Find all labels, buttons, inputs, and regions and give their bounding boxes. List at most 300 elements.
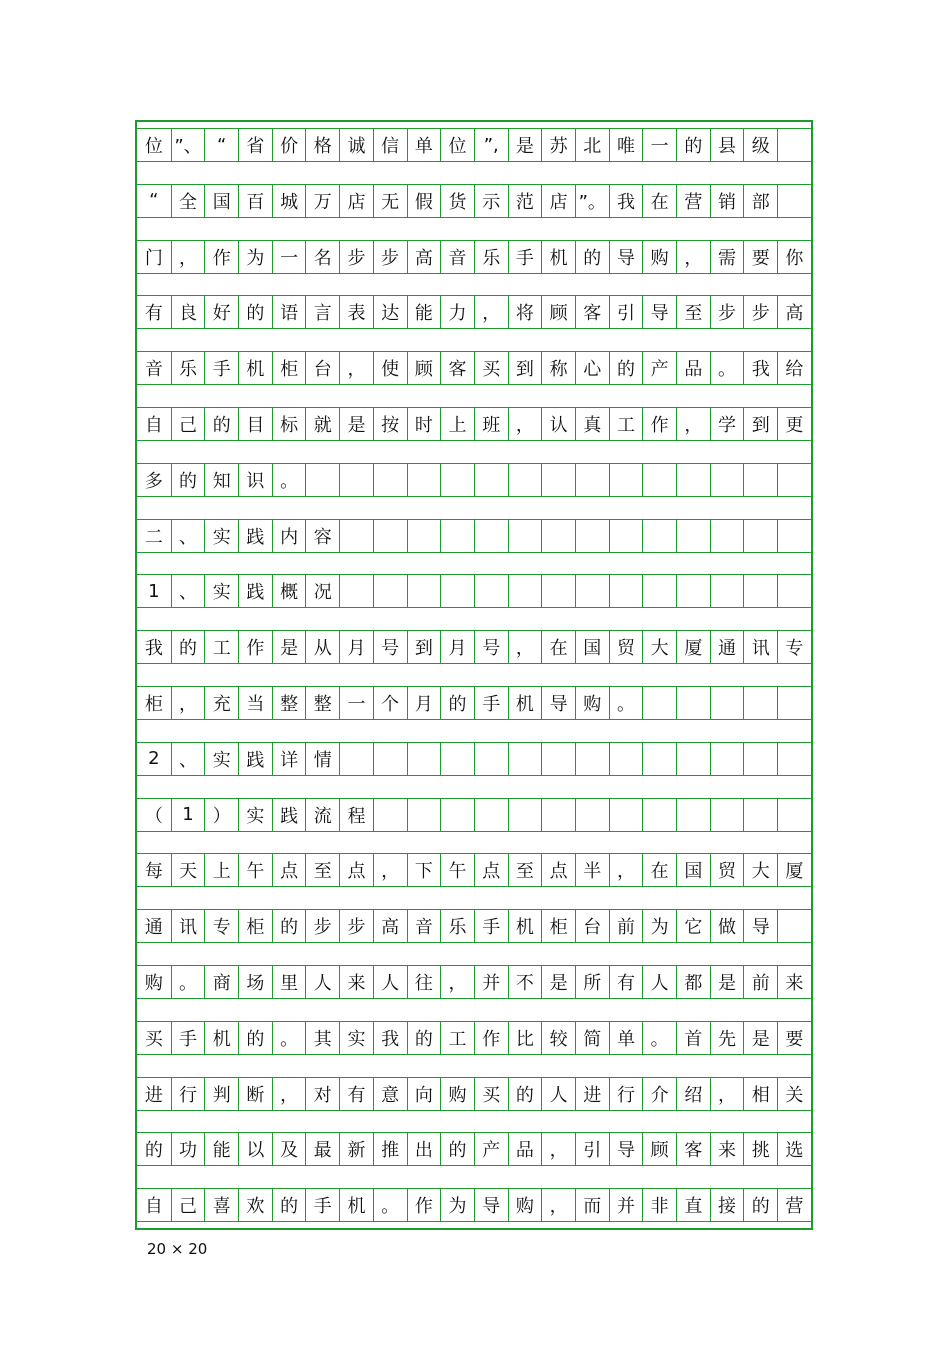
grid-cell	[508, 464, 542, 496]
grid-cell: “	[149, 190, 159, 212]
grid-cell: 及	[272, 1133, 306, 1165]
grid-cell: 、	[171, 520, 205, 552]
grid-cell: 机	[204, 1022, 238, 1054]
grid-cell: 的	[609, 352, 643, 384]
grid-cell: 我	[144, 638, 163, 660]
grid-cell	[642, 799, 676, 831]
grid-cell: 的	[144, 1140, 163, 1162]
grid-row	[137, 295, 811, 329]
grid-cell: 做	[710, 910, 744, 942]
grid-cell	[777, 910, 811, 942]
grid-row	[137, 909, 811, 943]
grid-cell: 音	[144, 359, 163, 381]
grid-cell: 引	[609, 296, 643, 328]
grid-row	[137, 1077, 811, 1111]
grid-cell: 来	[777, 966, 811, 998]
grid-row	[137, 519, 811, 553]
grid-cell: 为	[440, 1189, 474, 1221]
grid-cell	[339, 575, 373, 607]
grid-cell	[743, 575, 777, 607]
grid-cell: 就	[305, 408, 339, 440]
grid-cell: 个	[373, 687, 407, 719]
grid-cell: 高	[777, 296, 811, 328]
grid-cell: 。	[609, 687, 643, 719]
grid-cell: ，	[440, 966, 474, 998]
grid-cell	[710, 575, 744, 607]
grid-cell	[642, 520, 676, 552]
grid-cell: 前	[609, 910, 643, 942]
grid-cell	[609, 799, 643, 831]
grid-cell: 通	[710, 631, 744, 663]
grid-cell: 机	[238, 352, 272, 384]
grid-cell: 产	[474, 1133, 508, 1165]
grid-cell: 识	[238, 464, 272, 496]
grid-cell: 高	[407, 241, 441, 273]
grid-cell: 多	[144, 470, 163, 492]
grid-cell: 的	[743, 1189, 777, 1221]
grid-cell: 的	[407, 1022, 441, 1054]
grid-cell: 省	[238, 129, 272, 161]
grid-cell: 午	[440, 854, 474, 886]
grid-cell: 更	[777, 408, 811, 440]
grid-cell: 价	[272, 129, 306, 161]
grid-cell: 自	[144, 415, 163, 436]
grid-cell: 意	[373, 1078, 407, 1110]
grid-cell: ，	[373, 854, 407, 886]
grid-cell	[508, 743, 542, 775]
grid-cell: 行	[171, 1078, 205, 1110]
grid-cell: ）	[204, 799, 238, 831]
grid-cell	[777, 520, 811, 552]
grid-cell	[508, 575, 542, 607]
grid-cell: 人	[373, 966, 407, 998]
grid-cell: 国	[204, 185, 238, 217]
grid-cell: 比	[508, 1022, 542, 1054]
grid-cell: 表	[339, 296, 373, 328]
grid-cell: 购	[508, 1189, 542, 1221]
grid-cell: 作	[642, 408, 676, 440]
grid-cell	[541, 520, 575, 552]
grid-cell: 顾	[642, 1133, 676, 1165]
grid-cell: 人	[642, 966, 676, 998]
grid-cell: 引	[575, 1133, 609, 1165]
grid-row	[137, 574, 811, 608]
grid-cell: 客	[575, 296, 609, 328]
grid-cell	[575, 743, 609, 775]
grid-cell: 人	[305, 966, 339, 998]
grid-cell: 无	[373, 185, 407, 217]
grid-cell: 时	[407, 408, 441, 440]
grid-cell	[407, 520, 441, 552]
grid-cell: 来	[710, 1133, 744, 1165]
grid-cell: 台	[305, 352, 339, 384]
grid-cell: ，	[541, 1189, 575, 1221]
grid-cell	[743, 520, 777, 552]
grid-cell: 的	[272, 910, 306, 942]
grid-cell: 店	[339, 185, 373, 217]
grid-row	[137, 1188, 811, 1222]
grid-cell: 店	[541, 185, 575, 217]
grid-cell: 机	[541, 241, 575, 273]
grid-cell: 的	[508, 1078, 542, 1110]
grid-cell	[609, 743, 643, 775]
grid-cell	[710, 743, 744, 775]
grid-cell	[575, 520, 609, 552]
grid-cell: 手	[474, 910, 508, 942]
grid-cell: 到	[508, 352, 542, 384]
grid-cell	[777, 743, 811, 775]
grid-cell: 出	[407, 1133, 441, 1165]
grid-cell: 好	[204, 296, 238, 328]
grid-cell: 的	[575, 241, 609, 273]
grid-cell	[474, 799, 508, 831]
grid-cell: 整	[305, 687, 339, 719]
grid-cell: 柜	[272, 352, 306, 384]
grid-cell: 买	[144, 1028, 163, 1050]
grid-cell	[777, 799, 811, 831]
grid-cell: ，	[541, 1133, 575, 1165]
grid-cell: 位	[440, 129, 474, 161]
grid-cell	[541, 464, 575, 496]
grid-cell: 我	[743, 352, 777, 384]
grid-cell: 购	[575, 687, 609, 719]
grid-cell: （	[144, 805, 163, 827]
grid-cell: 的	[171, 631, 205, 663]
grid-cell: 导	[642, 296, 676, 328]
grid-cell: 机	[508, 687, 542, 719]
grid-cell: 从	[305, 631, 339, 663]
grid-cell: 进	[144, 1084, 163, 1106]
grid-cell: 、	[171, 743, 205, 775]
grid-cell	[642, 575, 676, 607]
grid-cell	[642, 464, 676, 496]
grid-cell: 步	[373, 241, 407, 273]
grid-cell: 唯	[609, 129, 643, 161]
grid-cell: 关	[777, 1078, 811, 1110]
grid-cell: 学	[710, 408, 744, 440]
grid-cell: 月	[407, 687, 441, 719]
grid-cell: 并	[474, 966, 508, 998]
grid-cell: “	[204, 129, 238, 161]
grid-cell: ，	[710, 1078, 744, 1110]
grid-cell: 有	[609, 966, 643, 998]
grid-cell: 实	[204, 743, 238, 775]
grid-cell: 诚	[339, 129, 373, 161]
grid-cell: 点	[339, 854, 373, 886]
grid-cell: 国	[676, 854, 710, 886]
grid-cell: 品	[676, 352, 710, 384]
grid-cell: 月	[440, 631, 474, 663]
grid-row	[137, 1132, 811, 1166]
grid-cell	[743, 799, 777, 831]
grid-cell: 介	[642, 1078, 676, 1110]
grid-cell: ，	[508, 631, 542, 663]
grid-cell: 销	[710, 185, 744, 217]
grid-cell	[541, 575, 575, 607]
grid-cell: 在	[642, 185, 676, 217]
grid-cell: 北	[575, 129, 609, 161]
grid-cell: 午	[238, 854, 272, 886]
grid-cell	[474, 575, 508, 607]
grid-cell: 百	[238, 185, 272, 217]
grid-cell: 导	[474, 1189, 508, 1221]
grid-cell: 到	[743, 408, 777, 440]
grid-cell	[541, 743, 575, 775]
grid-cell: 作	[204, 241, 238, 273]
grid-cell: 充	[204, 687, 238, 719]
grid-cell	[474, 464, 508, 496]
grid-cell	[710, 687, 744, 719]
grid-cell: 能	[204, 1133, 238, 1165]
grid-cell: 进	[575, 1078, 609, 1110]
grid-cell	[339, 743, 373, 775]
grid-cell: 践	[238, 520, 272, 552]
grid-cell: 产	[642, 352, 676, 384]
grid-cell: 上	[204, 854, 238, 886]
grid-cell: 上	[440, 408, 474, 440]
grid-cell: 整	[272, 687, 306, 719]
grid-cell	[373, 520, 407, 552]
grid-cell: 范	[508, 185, 542, 217]
grid-row	[137, 798, 811, 832]
grid-cell: 音	[440, 241, 474, 273]
grid-cell: 心	[575, 352, 609, 384]
grid-cell: 导	[609, 241, 643, 273]
grid-cell: 其	[305, 1022, 339, 1054]
grid-cell: 语	[272, 296, 306, 328]
grid-cell: 货	[440, 185, 474, 217]
grid-cell	[508, 799, 542, 831]
grid-cell	[339, 520, 373, 552]
grid-cell: ，	[171, 687, 205, 719]
grid-cell: 实	[204, 520, 238, 552]
grid-cell: 目	[238, 408, 272, 440]
grid-cell: 高	[373, 910, 407, 942]
grid-cell: 称	[541, 352, 575, 384]
grid-cell: 县	[710, 129, 744, 161]
grid-cell: 全	[171, 185, 205, 217]
grid-cell: 国	[575, 631, 609, 663]
grid-cell: 是	[710, 966, 744, 998]
grid-row	[137, 351, 811, 385]
grid-cell: 至	[305, 854, 339, 886]
grid-cell	[609, 575, 643, 607]
grid-cell: 顾	[541, 296, 575, 328]
grid-cell: 新	[339, 1133, 373, 1165]
grid-cell: 1	[171, 799, 205, 831]
grid-cell: 标	[272, 408, 306, 440]
grid-cell	[777, 185, 811, 217]
grid-cell: 按	[373, 408, 407, 440]
grid-cell: ，	[272, 1078, 306, 1110]
grid-cell	[407, 464, 441, 496]
grid-cell	[407, 799, 441, 831]
grid-cell	[373, 743, 407, 775]
grid-cell: 手	[204, 352, 238, 384]
grid-cell: ，	[676, 241, 710, 273]
grid-cell: 要	[743, 241, 777, 273]
grid-cell: 有	[339, 1078, 373, 1110]
grid-cell: 断	[238, 1078, 272, 1110]
grid-cell: 品	[508, 1133, 542, 1165]
grid-row	[137, 965, 811, 999]
grid-cell: 假	[407, 185, 441, 217]
grid-cell: 点	[474, 854, 508, 886]
grid-cell: 至	[676, 296, 710, 328]
grid-cell: 一	[339, 687, 373, 719]
grid-cell: 概	[272, 575, 306, 607]
grid-cell	[339, 464, 373, 496]
grid-cell: 通	[144, 917, 163, 939]
grid-cell: 绍	[676, 1078, 710, 1110]
grid-cell: 践	[272, 799, 306, 831]
grid-cell: 步	[339, 241, 373, 273]
grid-cell: 是	[339, 408, 373, 440]
grid-cell: 况	[305, 575, 339, 607]
grid-row	[137, 463, 811, 497]
grid-cell: 一	[272, 241, 306, 273]
grid-cell: 到	[407, 631, 441, 663]
grid-cell: 接	[710, 1189, 744, 1221]
grid-cell: 信	[373, 129, 407, 161]
grid-cell	[676, 743, 710, 775]
grid-cell	[407, 743, 441, 775]
grid-cell: 买	[474, 1078, 508, 1110]
grid-cell: 认	[541, 408, 575, 440]
grid-cell: 行	[609, 1078, 643, 1110]
grid-cell: 来	[339, 966, 373, 998]
grid-cell: 购	[440, 1078, 474, 1110]
grid-cell	[474, 520, 508, 552]
grid-cell: 工	[609, 408, 643, 440]
grid-cell: 班	[474, 408, 508, 440]
grid-cell: 单	[407, 129, 441, 161]
grid-cell: 的	[440, 1133, 474, 1165]
grid-cell: 真	[575, 408, 609, 440]
grid-cell: 门	[144, 247, 163, 269]
grid-cell: 部	[743, 185, 777, 217]
grid-cell: 2	[148, 748, 160, 770]
grid-cell: 级	[743, 129, 777, 161]
grid-cell	[373, 464, 407, 496]
grid-cell: 我	[609, 185, 643, 217]
grid-cell: 良	[171, 296, 205, 328]
grid-cell: 手	[305, 1189, 339, 1221]
grid-cell: 每	[144, 861, 163, 883]
grid-cell: ，	[609, 854, 643, 886]
grid-cell: 柜	[541, 910, 575, 942]
grid-cell: 前	[743, 966, 777, 998]
grid-cell: 你	[777, 241, 811, 273]
grid-cell: 己	[171, 408, 205, 440]
grid-cell: 容	[305, 520, 339, 552]
grid-cell: 贸	[609, 631, 643, 663]
grid-cell: 的	[204, 408, 238, 440]
grid-cell: 万	[305, 185, 339, 217]
grid-cell: 里	[272, 966, 306, 998]
grid-row	[137, 240, 811, 274]
grid-cell: 都	[676, 966, 710, 998]
grid-cell: 当	[238, 687, 272, 719]
grid-cell: 直	[676, 1189, 710, 1221]
grid-cell	[710, 520, 744, 552]
grid-cell	[642, 743, 676, 775]
grid-cell: 对	[305, 1078, 339, 1110]
grid-cell: ，	[339, 352, 373, 384]
grid-cell: 。	[642, 1022, 676, 1054]
grid-cell: 的	[272, 1189, 306, 1221]
grid-row	[137, 184, 811, 218]
grid-cell	[777, 575, 811, 607]
grid-cell: 判	[204, 1078, 238, 1110]
grid-cell: 名	[305, 241, 339, 273]
grid-cell: 最	[305, 1133, 339, 1165]
grid-cell: 较	[541, 1022, 575, 1054]
grid-cell: ，	[171, 241, 205, 273]
grid-cell: 详	[272, 743, 306, 775]
grid-cell: 步	[305, 910, 339, 942]
grid-row	[137, 853, 811, 887]
grid-cell: 欢	[238, 1189, 272, 1221]
grid-cell	[743, 464, 777, 496]
grid-cell: 。	[373, 1189, 407, 1221]
grid-cell: 示	[474, 185, 508, 217]
grid-cell: 号	[474, 631, 508, 663]
grid-cell: 机	[508, 910, 542, 942]
grid-cell: 。	[171, 966, 205, 998]
grid-cell: 购	[144, 973, 163, 994]
grid-cell: 作	[407, 1189, 441, 1221]
grid-cell: 乐	[440, 910, 474, 942]
grid-cell: 下	[407, 854, 441, 886]
grid-cell: 、	[171, 575, 205, 607]
grid-cell	[743, 687, 777, 719]
grid-cell: 导	[541, 687, 575, 719]
grid-cell: 工	[440, 1022, 474, 1054]
grid-cell: 作	[238, 631, 272, 663]
grid-cell	[440, 799, 474, 831]
grid-cell: 不	[508, 966, 542, 998]
grid-cell: 步	[710, 296, 744, 328]
grid-cell: 内	[272, 520, 306, 552]
grid-cell: 知	[204, 464, 238, 496]
grid-cell: 手	[474, 687, 508, 719]
grid-cell: 专	[777, 631, 811, 663]
grid-cell: ”、	[171, 129, 205, 161]
grid-cell: 践	[238, 575, 272, 607]
grid-cell: 大	[743, 854, 777, 886]
grid-cell: 的	[440, 687, 474, 719]
grid-cell: 客	[440, 352, 474, 384]
grid-cell: 并	[609, 1189, 643, 1221]
grid-cell	[541, 799, 575, 831]
grid-cell: 实	[238, 799, 272, 831]
grid-cell: 至	[508, 854, 542, 886]
grid-cell: 的	[171, 464, 205, 496]
grid-cell	[710, 799, 744, 831]
grid-cell: 。	[272, 1022, 306, 1054]
grid-cell: 首	[676, 1022, 710, 1054]
grid-cell: 情	[305, 743, 339, 775]
grid-cell: 导	[743, 910, 777, 942]
grid-cell: 以	[238, 1133, 272, 1165]
grid-cell: 给	[777, 352, 811, 384]
grid-cell: 实	[204, 575, 238, 607]
grid-cell: 专	[204, 910, 238, 942]
grid-cell: 购	[642, 241, 676, 273]
grid-cell: ”,	[474, 129, 508, 161]
grid-cell: 营	[777, 1189, 811, 1221]
